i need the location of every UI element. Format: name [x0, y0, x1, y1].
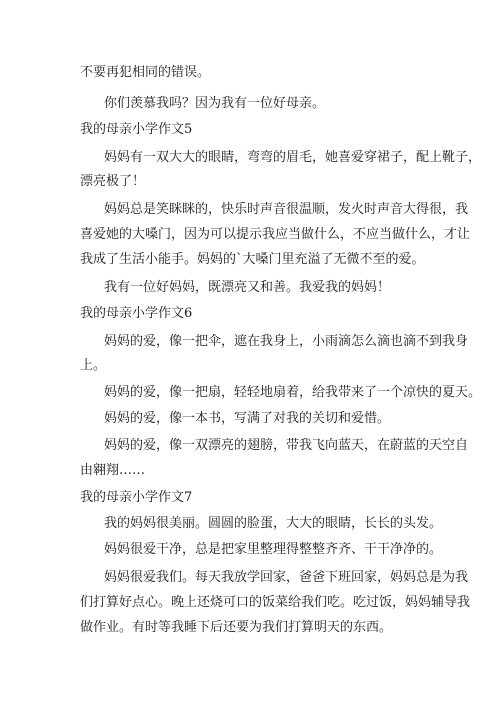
text-line: 喜爱她的大嗓门，因为可以提示我应当做什么，不应当做什么，才让 [80, 227, 471, 242]
text-line: 我成了生活小能手。妈妈的`大嗓门里充溢了无微不至的爱。 [80, 252, 425, 267]
text-line: 妈妈的爱，像一双漂亮的翅膀，带我飞向蓝天，在蔚蓝的天空自 [104, 438, 469, 453]
section-heading: 我的母亲小学作文6 [80, 306, 193, 321]
text-line: 妈妈很爱干净，总是把家里整理得整整齐齐、干干净净的。 [104, 542, 443, 557]
text-line: 你们羡慕我吗？因为我有一位好母亲。 [104, 96, 326, 111]
section-heading: 我的母亲小学作文7 [80, 490, 193, 505]
text-line: 妈妈的爱，像一本书，写满了对我的关切和爱惜。 [104, 411, 391, 426]
text-line: 由翱翔…… [80, 463, 146, 478]
text-line: 妈妈的爱，像一把扇，轻轻地扇着，给我带来了一个凉快的夏天。 [104, 385, 482, 400]
text-line: 妈妈很爱我们。每天我放学回家，爸爸下班回家，妈妈总是为我 [104, 570, 469, 585]
text-line: 妈妈有一双大大的眼睛，弯弯的眉毛，她喜爱穿裙子，配上靴子， [104, 150, 482, 165]
text-line: 我的妈妈很美丽。圆圆的脸蛋，大大的眼睛，长长的头发。 [104, 516, 443, 531]
text-line: 上。 [80, 358, 107, 373]
text-line: 做作业。有时等我睡下后还要为我们打算明天的东西。 [80, 620, 393, 635]
text-line: 们打算好点心。晚上还烧可口的饭菜给我们吃。吃过饭，妈妈辅导我 [80, 595, 471, 610]
text-line: 妈妈的爱，像一把伞，遮在我身上，小雨滴怎么滴也滴不到我身 [104, 334, 469, 349]
text-line: 妈妈总是笑眯眯的，快乐时声音很温顺，发火时声音大得很，我 [104, 202, 469, 217]
text-line: 我有一位好妈妈，既漂亮又和善。我爱我的妈妈！ [104, 280, 391, 295]
section-heading: 我的母亲小学作文5 [80, 122, 193, 137]
text-line: 漂亮极了！ [80, 174, 146, 189]
text-line: 不要再犯相同的错误。 [80, 65, 211, 80]
